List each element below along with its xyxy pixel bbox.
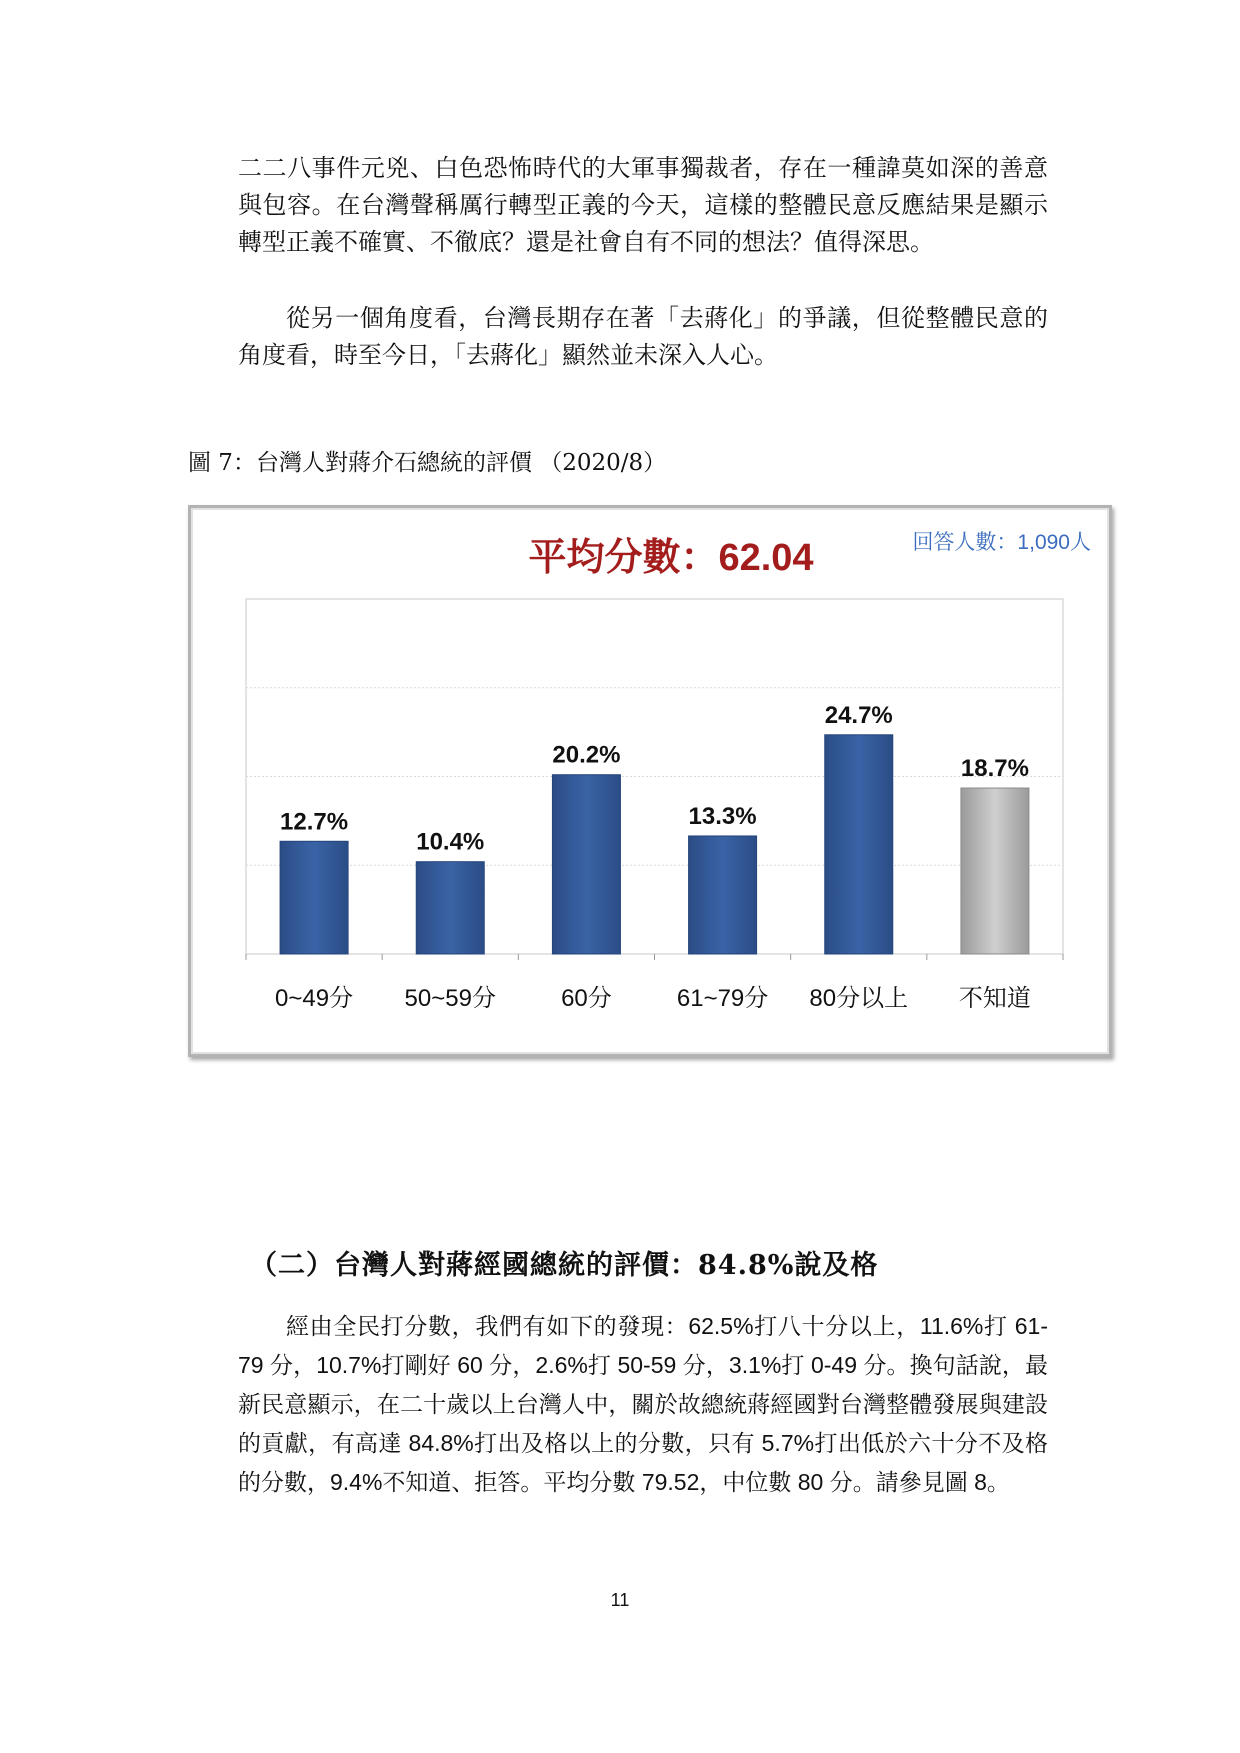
category-label: 61~79分 (676, 985, 769, 1012)
category-label: 50~59分 (404, 985, 496, 1012)
category-labels (275, 985, 1031, 1012)
data-label: 20.2% (552, 741, 621, 769)
data-label: 10.4% (416, 828, 485, 856)
figure-caption: 圖 7：台灣人對蔣介石總統的評價 （2020/8） (188, 450, 667, 476)
page-number: 11 (610, 1590, 630, 1610)
category-label: 80分以上 (809, 985, 909, 1012)
data-label: 18.7% (960, 755, 1029, 783)
chart-frame (188, 505, 1112, 1057)
category-label: 60分 (561, 985, 612, 1012)
data-label: 12.7% (280, 808, 349, 836)
data-label: 13.3% (688, 802, 757, 830)
category-label: 0~49分 (275, 985, 354, 1012)
chart-subtitle: 回答人數：1,090人 (912, 531, 1091, 554)
paragraph-2: 從另一個角度看，台灣長期存在著「去蔣化」的爭議，但從整體民意的角度看，時至今日，「去蔣化」顯然並未深入人心。 (238, 304, 1048, 369)
bar (280, 841, 348, 954)
bar (552, 775, 620, 954)
bar (689, 836, 757, 954)
bar (416, 862, 484, 954)
section-heading: （二）台灣人對蔣經國總統的評價：84.8%說及格 (250, 1250, 879, 1281)
paragraph-1: 二二八事件元兇、白色恐怖時代的大軍事獨裁者，存在一種諱莫如深的善意與包容。在台灣聲稱厲行轉型正義的今天，這樣的整體民意反應結果是顯示轉型正義不確實、不徹底？還是社會自有不同的想法？值得深思。 (238, 154, 1048, 256)
chart-title: 平均分數：62.04 (528, 537, 814, 579)
bar-chart (191, 508, 1109, 1054)
bar (825, 735, 893, 954)
data-label: 24.7% (824, 701, 893, 729)
category-label: 不知道 (958, 985, 1031, 1012)
section-paragraph: 經由全民打分數，我們有如下的發現：62.5%打八十分以上，11.6%打 61-79 分，10.7%打剛好 60 分，2.6%打 50-59 分，3.1%打 0-49 分。換句話說，最新民意顯示，在二十歲以上台灣人中，關於故總統蔣經國對台灣整體發展與建設的貢獻，有高達 84.8%打出及格以上的分數，只有 5.7%打出低於六十分不及格的分數，9.4%不知道、拒答。平均分數 79.52，中位數 80 分。請參見圖 8。 (238, 1313, 1048, 1495)
bar (961, 788, 1029, 954)
